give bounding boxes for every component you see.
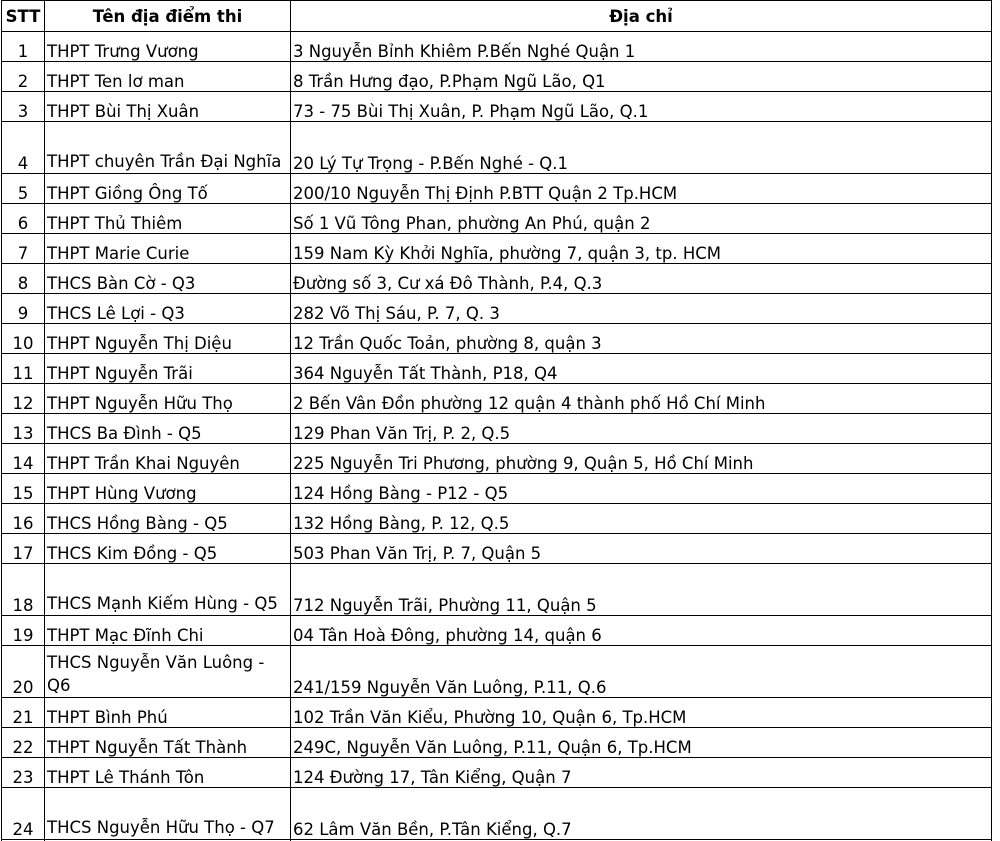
row-number: 2 [2, 62, 45, 92]
table-row [2, 384, 992, 414]
row-number: 14 [2, 444, 45, 474]
location-name: THPT Thủ Thiêm [45, 204, 291, 234]
table-row [2, 444, 992, 474]
location-name: THPT Ten lơ man [45, 62, 291, 92]
location-name: THPT Nguyễn Tất Thành [45, 728, 291, 758]
location-name: THPT Hùng Vương [45, 474, 291, 504]
table-row [2, 474, 992, 504]
row-number: 15 [2, 474, 45, 504]
row-number: 5 [2, 174, 45, 204]
column-header-address: Địa chỉ [291, 1, 992, 32]
table-row [2, 294, 992, 324]
location-address: 124 Hồng Bàng - P12 - Q5 [291, 474, 992, 504]
location-name: THPT Nguyễn Thị Diệu [45, 324, 291, 354]
table-row [2, 504, 992, 534]
table-body [2, 32, 992, 841]
location-address: 241/159 Nguyễn Văn Luông, P.11, Q.6 [291, 646, 992, 698]
row-number: 17 [2, 534, 45, 564]
location-address: 3 Nguyễn Bỉnh Khiêm P.Bến Nghé Quận 1 [291, 32, 992, 62]
location-address: 124 Đường 17, Tân Kiểng, Quận 7 [291, 758, 992, 788]
table-row [2, 758, 992, 788]
table-row [2, 354, 992, 384]
table-row [2, 646, 992, 698]
table-row [2, 174, 992, 204]
table-row [2, 122, 992, 174]
row-number: 13 [2, 414, 45, 444]
location-name: THPT Trần Khai Nguyên [45, 444, 291, 474]
location-name: THCS Kim Đồng - Q5 [45, 534, 291, 564]
row-number: 22 [2, 728, 45, 758]
location-name: THPT Mạc Đĩnh Chi [45, 616, 291, 646]
row-number: 16 [2, 504, 45, 534]
location-address: 8 Trần Hưng đạo, P.Phạm Ngũ Lão, Q1 [291, 62, 992, 92]
location-name: THPT Lê Thánh Tôn [45, 758, 291, 788]
location-address: 12 Trần Quốc Toản, phường 8, quận 3 [291, 324, 992, 354]
location-name: THCS Bàn Cờ - Q3 [45, 264, 291, 294]
location-name: THPT Bùi Thị Xuân [45, 92, 291, 122]
location-name: THCS Mạnh Kiếm Hùng - Q5 [45, 564, 291, 616]
location-name: THPT Trưng Vương [45, 32, 291, 62]
column-header-stt: STT [2, 1, 45, 32]
table-row [2, 564, 992, 616]
table-row [2, 788, 992, 840]
location-address: 04 Tân Hoà Đông, phường 14, quận 6 [291, 616, 992, 646]
location-address: 20 Lý Tự Trọng - P.Bến Nghé - Q.1 [291, 122, 992, 174]
row-number: 23 [2, 758, 45, 788]
table-row [2, 62, 992, 92]
location-name: THPT Nguyễn Trãi [45, 354, 291, 384]
location-address: 249C, Nguyễn Văn Luông, P.11, Quận 6, Tp.HCM [291, 728, 992, 758]
row-number: 19 [2, 616, 45, 646]
table-header-row [2, 1, 992, 32]
table-row [2, 414, 992, 444]
row-number: 12 [2, 384, 45, 414]
row-number: 4 [2, 122, 45, 174]
table-row [2, 616, 992, 646]
location-name: THCS Nguyễn Văn Luông - Q6 [45, 646, 291, 698]
table-row [2, 204, 992, 234]
location-name: THPT Giồng Ông Tố [45, 174, 291, 204]
table-row [2, 32, 992, 62]
location-name: THCS Ba Đình - Q5 [45, 414, 291, 444]
row-number: 9 [2, 294, 45, 324]
location-name: THCS Nguyễn Hữu Thọ - Q7 [45, 788, 291, 840]
table-row [2, 92, 992, 122]
location-address: 503 Phan Văn Trị, P. 7, Quận 5 [291, 534, 992, 564]
location-name: THPT Bình Phú [45, 698, 291, 728]
row-number: 18 [2, 564, 45, 616]
location-address: 62 Lâm Văn Bền, P.Tân Kiểng, Q.7 [291, 788, 992, 840]
location-address: 2 Bến Vân Đồn phường 12 quận 4 thành phố Hồ Chí Minh [291, 384, 992, 414]
table-row [2, 264, 992, 294]
row-number: 3 [2, 92, 45, 122]
location-name: THPT Nguyễn Hữu Thọ [45, 384, 291, 414]
row-number: 8 [2, 264, 45, 294]
location-address: Đường số 3, Cư xá Đô Thành, P.4, Q.3 [291, 264, 992, 294]
table-row [2, 324, 992, 354]
row-number: 1 [2, 32, 45, 62]
exam-location-table [1, 0, 992, 841]
column-header-name: Tên địa điểm thi [45, 1, 291, 32]
location-address: 282 Võ Thị Sáu, P. 7, Q. 3 [291, 294, 992, 324]
location-address: 712 Nguyễn Trãi, Phường 11, Quận 5 [291, 564, 992, 616]
row-number: 11 [2, 354, 45, 384]
table-row [2, 698, 992, 728]
location-name: THCS Hồng Bàng - Q5 [45, 504, 291, 534]
location-address: 132 Hồng Bàng, P. 12, Q.5 [291, 504, 992, 534]
location-address: 102 Trần Văn Kiểu, Phường 10, Quận 6, Tp.HCM [291, 698, 992, 728]
location-address: 200/10 Nguyễn Thị Định P.BTT Quận 2 Tp.HCM [291, 174, 992, 204]
location-address: Số 1 Vũ Tông Phan, phường An Phú, quận 2 [291, 204, 992, 234]
location-address: 225 Nguyễn Tri Phương, phường 9, Quận 5, Hồ Chí Minh [291, 444, 992, 474]
location-name: THCS Lê Lợi - Q3 [45, 294, 291, 324]
row-number: 10 [2, 324, 45, 354]
location-address: 73 - 75 Bùi Thị Xuân, P. Phạm Ngũ Lão, Q.1 [291, 92, 992, 122]
location-name: THPT chuyên Trần Đại Nghĩa [45, 122, 291, 174]
row-number: 24 [2, 788, 45, 840]
table-row [2, 728, 992, 758]
table-row [2, 234, 992, 264]
location-address: 364 Nguyễn Tất Thành, P18, Q4 [291, 354, 992, 384]
row-number: 20 [2, 646, 45, 698]
location-address: 129 Phan Văn Trị, P. 2, Q.5 [291, 414, 992, 444]
location-address: 159 Nam Kỳ Khởi Nghĩa, phường 7, quận 3, tp. HCM [291, 234, 992, 264]
row-number: 6 [2, 204, 45, 234]
row-number: 7 [2, 234, 45, 264]
location-name: THPT Marie Curie [45, 234, 291, 264]
row-number: 21 [2, 698, 45, 728]
table-row [2, 534, 992, 564]
